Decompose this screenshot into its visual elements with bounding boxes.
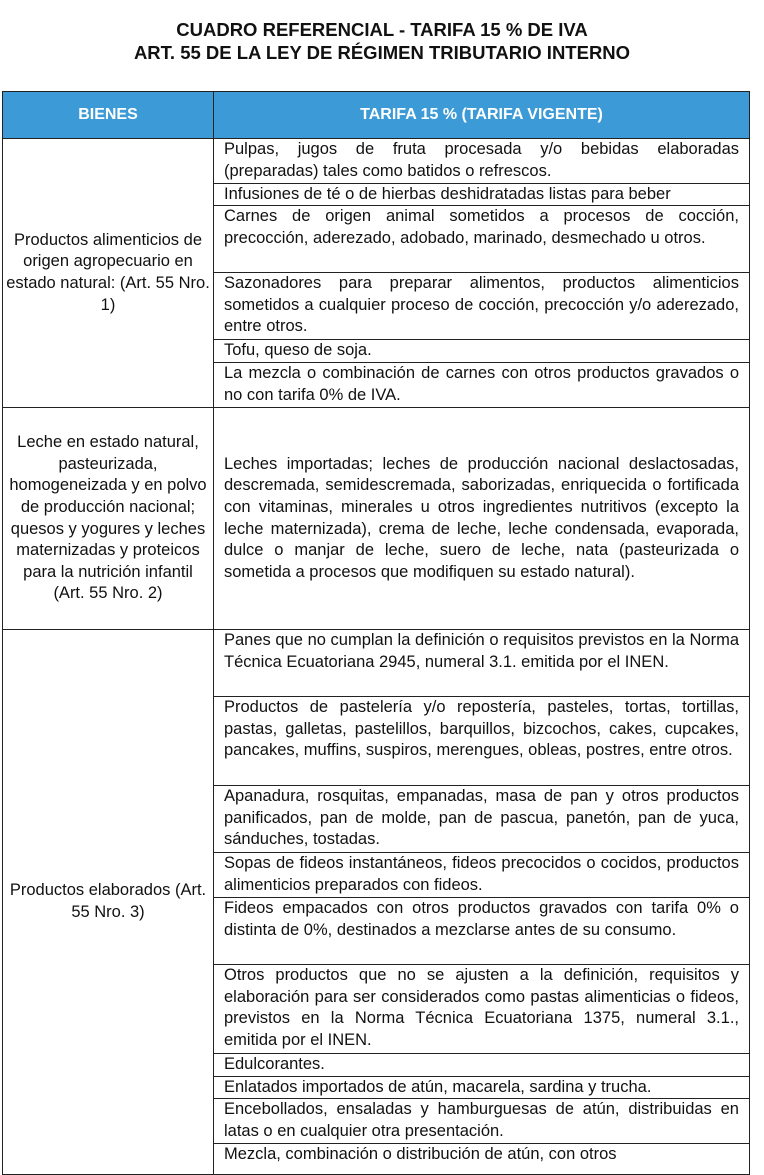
list-item: Pulpas, jugos de fruta procesada y/o bebidas elaboradas (preparadas) tales como batidos o refrescos. [214, 139, 749, 184]
list-item: La mezcla o combinación de carnes con otros productos gravados o no con tarifa 0% de IVA. [224, 364, 739, 404]
list-item: Fideos empacados con otros productos gravados con tarifa 0% o distinta de 0%, destinados a mezclarse antes de su consumo. [214, 898, 749, 965]
list-item: Edulcorantes. [214, 1054, 749, 1077]
table-row [3, 139, 750, 408]
list-item: Mezcla, combinación o distribución de atún, con otros [224, 1145, 617, 1163]
table-header-row [3, 92, 750, 139]
column-header-bienes: BIENES [3, 92, 214, 139]
list-item: Productos de pastelería y/o repostería, pasteles, tortas, tortillas, pastas, galletas, pastelillos, barquillos, bizcochos, cakes, cupcakes, pancakes, muffins, suspiros, merengues, obleas, postres, entre otros. [214, 697, 749, 786]
items-cell-agropecuario [214, 139, 750, 408]
title-line-2: ART. 55 DE LA LEY DE RÉGIMEN TRIBUTARIO INTERNO [133, 42, 631, 63]
page-title [0, 18, 764, 64]
list-item: Panes que no cumplan la definición o requisitos previstos en la Norma Técnica Ecuatoriana 2945, numeral 3.1. emitida por el INEN. [214, 630, 749, 697]
list-item: Sopas de fideos instantáneos, fideos precocidos o cocidos, productos alimenticios preparados con fideos. [214, 853, 749, 898]
list-item: Encebollados, ensaladas y hamburguesas de atún, distribuidas en latas o en cualquier otra presentación. [214, 1099, 749, 1144]
category-cell-leche: Leche en estado natural, pasteurizada, homogeneizada y en polvo de producción nacional; quesos y yogures y leches maternizadas y proteicos para la nutrición infantil (Art. 55 Nro. 2) [3, 408, 214, 630]
list-item: Tofu, queso de soja. [214, 340, 749, 363]
column-header-tarifa: TARIFA 15 % (TARIFA VIGENTE) [214, 92, 750, 139]
list-item: Otros productos que no se ajusten a la definición, requisitos y elaboración para ser considerados como pastas alimenticias o fideos, previstos en la Norma Técnica Ecuatoriana 1375, numeral 3.1., emitida por el INEN. [214, 965, 749, 1054]
list-item: Apanadura, rosquitas, empanadas, masa de pan y otros productos panificados, pan de molde, pan de pascua, panetón, pan de yuca, sánduches, tostadas. [214, 786, 749, 853]
items-cell-leche [214, 408, 750, 630]
list-item: Carnes de origen animal sometidos a procesos de cocción, precocción, aderezado, adobado, marinado, desmechado u otros. [214, 206, 749, 273]
category-cell-elaborados: Productos elaborados (Art. 55 Nro. 3) [3, 630, 214, 1175]
list-item: Leches importadas; leches de producción nacional deslactosadas, descremada, semidescremada, saborizadas, enriquecida o fortificada con vitaminas, minerales u otros ingredientes nutritivos (excepto la leche maternizada), crema de leche, leche condensada, evaporada, dulce o manjar de leche, suero de leche, nata (pasteurizada o sometida a procesos que modifiquen su estado natural). [224, 454, 739, 581]
table-row [3, 630, 750, 1175]
tariff-table [2, 91, 750, 1175]
list-item: Sazonadores para preparar alimentos, productos alimenticios sometidos a cualquier proceso de cocción, precocción y/o aderezado, entre otros. [214, 273, 749, 340]
title-line-1: CUADRO REFERENCIAL - TARIFA 15 % DE IVA [176, 19, 588, 40]
table-row [3, 408, 750, 630]
list-item: Infusiones de té o de hierbas deshidratadas listas para beber [214, 184, 749, 206]
category-cell-agropecuario: Productos alimenticios de origen agropecuario en estado natural: (Art. 55 Nro. 1) [3, 139, 214, 408]
items-cell-elaborados [214, 630, 750, 1175]
list-item: Enlatados importados de atún, macarela, sardina y trucha. [214, 1077, 749, 1099]
